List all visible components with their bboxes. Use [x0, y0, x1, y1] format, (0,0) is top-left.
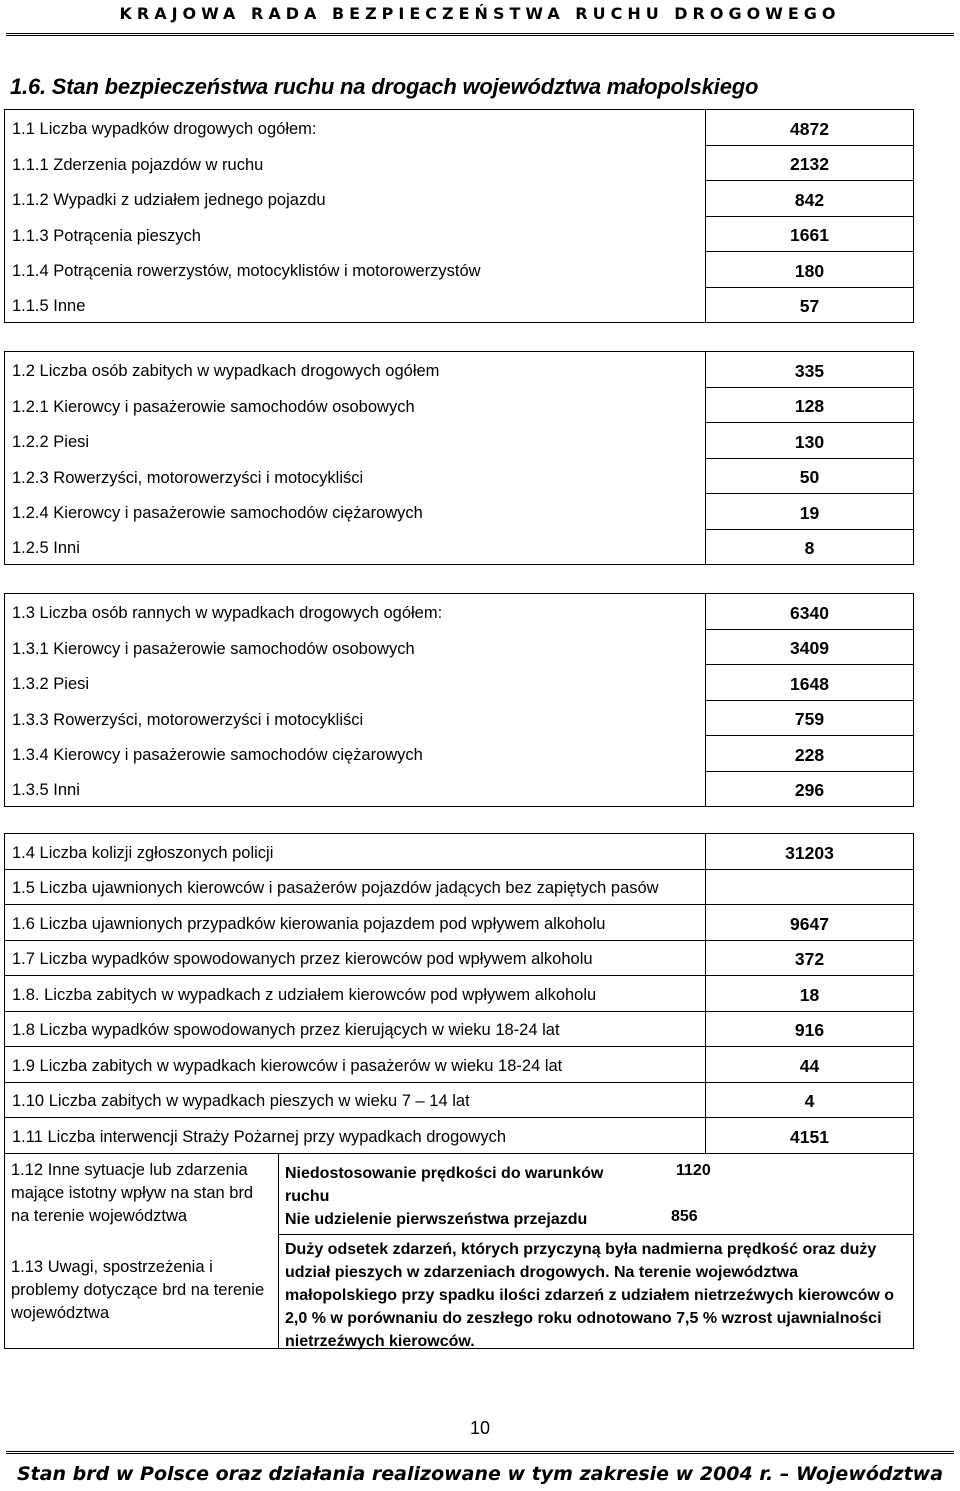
row-value: 128: [794, 396, 825, 416]
row-value-cell: [706, 629, 914, 665]
row-label: 1.6 Liczba ujawnionych przypadków kierowania pojazdem pod wpływem alkoholu: [12, 914, 606, 933]
row-value-cell: [706, 458, 914, 494]
table-row: [5, 352, 914, 388]
row-value-cell: [706, 905, 914, 941]
row-value: 842: [794, 189, 825, 210]
row-label: 1.3.5 Inni: [12, 781, 80, 799]
row-value: 6340: [790, 602, 829, 623]
row-label: 1.1 Liczba wypadków drogowych ogółem:: [12, 120, 317, 138]
row-value: 372: [794, 949, 825, 969]
row-value: 130: [794, 431, 825, 452]
table-row: [5, 216, 914, 252]
table-row: [5, 252, 914, 288]
row-value-cell: [706, 869, 914, 905]
row-label-cell: [5, 700, 706, 736]
row-value-cell: [706, 771, 914, 807]
row-label: 1.3.3 Rowerzyści, motorowerzyści i motocykliści: [12, 710, 364, 729]
row-value: 19: [799, 502, 820, 523]
row-label: 1.3.1 Kierowcy i pasażerowie samochodów osobowych: [12, 639, 415, 658]
table-row: [5, 529, 914, 565]
row-value: 180: [794, 260, 825, 281]
row-value: 50: [799, 467, 820, 487]
row-label: 1.9 Liczba zabitych w wypadkach kierowców i pasażerów w wieku 18-24 lat: [12, 1056, 563, 1075]
row-label-cell: [5, 629, 706, 665]
row-label-cell: [5, 252, 706, 288]
table-row: [5, 1047, 914, 1083]
table-row: [5, 458, 914, 494]
table-row: [5, 665, 914, 701]
answer-1-13: Duży odsetek zdarzeń, których przyczyną była nadmierna prędkość oraz duży udział pieszych w zdarzeniach drogowych. Na terenie województwa małopolskiego przy spadku ilości zdarzeń z udziałem nietrzeźwych kierowców o 2,0 % w porównaniu do zeszłego roku odnotowano 7,5 % wzrost ujawnialności nietrzeźwych kierowców.: [285, 1241, 895, 1350]
table-row: [5, 423, 914, 459]
row-label-cell: [5, 869, 706, 905]
row-label-cell: [5, 665, 706, 701]
document-footer: Stan brd w Polsce oraz działania realizowane w tym zakresie w 2004 r. – Województwa: [16, 1463, 944, 1485]
table-row: [5, 771, 914, 807]
row-label: 1.2.5 Inni: [12, 539, 80, 557]
question-1-13: 1.13 Uwagi, spostrzeżenia i problemy dotyczące brd na terenie województwa: [11, 1258, 265, 1322]
row-label-cell: [5, 387, 706, 423]
answer-1-12: Niedostosowanie prędkości do warunków ruchu Nie udzielenie pierwszeństwa przejazdu: [285, 1165, 604, 1228]
row-value: 3409: [790, 638, 829, 658]
row-label-cell: [5, 1047, 706, 1083]
accidents-table: [4, 109, 914, 323]
footer-rule: [6, 1451, 954, 1456]
row-label-cell: [5, 352, 706, 388]
table-row: [5, 869, 914, 905]
row-label-cell: [5, 529, 706, 565]
row-value-cell: [706, 940, 914, 976]
row-label-cell: [5, 905, 706, 941]
row-value: 9647: [790, 913, 829, 934]
row-value: 31203: [785, 842, 834, 863]
table-row: [5, 976, 914, 1012]
remarks-table: [4, 1153, 914, 1349]
row-label-cell: [5, 145, 706, 181]
row-value: 4872: [790, 118, 829, 139]
row-label-cell: [5, 1082, 706, 1118]
row-value: 335: [794, 360, 825, 381]
answer-1-12-count-speed: 1120: [676, 1162, 711, 1179]
question-1-12: 1.12 Inne sytuacje lub zdarzenia mające istotny wpływ na stan brd na terenie województwa: [11, 1161, 254, 1225]
row-label: 1.8 Liczba wypadków spowodowanych przez kierujących w wieku 18-24 lat: [12, 1021, 560, 1039]
row-label: 1.1.2 Wypadki z udziałem jednego pojazdu: [12, 191, 326, 209]
row-value-cell: [706, 665, 914, 701]
table-row: [5, 736, 914, 772]
row-value-cell: [706, 736, 914, 772]
row-value: 44: [799, 1055, 820, 1076]
table-row: [5, 387, 914, 423]
row-value-cell: [706, 529, 914, 565]
row-label: 1.7 Liczba wypadków spowodowanych przez kierowców pod wpływem alkoholu: [12, 950, 593, 968]
row-value: 1661: [790, 225, 829, 245]
row-label-cell: [5, 458, 706, 494]
row-value: 228: [794, 744, 825, 765]
row-label-cell: [5, 976, 706, 1012]
table-row: [5, 494, 914, 530]
row-label-cell: [5, 1011, 706, 1047]
row-label: 1.2 Liczba osób zabitych w wypadkach drogowych ogółem: [12, 362, 440, 380]
row-label-cell: [5, 494, 706, 530]
row-value-cell: [706, 594, 914, 630]
table-row: [5, 181, 914, 217]
row-label: 1.3.2 Piesi: [12, 675, 90, 693]
row-value: 916: [794, 1020, 825, 1040]
row-value: 1648: [790, 673, 829, 694]
table-row: [5, 940, 914, 976]
table-row: [5, 1118, 914, 1154]
row-label-cell: [5, 1118, 706, 1154]
row-value-cell: [706, 700, 914, 736]
row-value: 4151: [790, 1126, 829, 1147]
table-row: [5, 629, 914, 665]
table-row: [5, 594, 914, 630]
page-number: 10: [469, 1418, 491, 1438]
table-row: [5, 700, 914, 736]
table-row: [5, 145, 914, 181]
row-label-cell: [5, 940, 706, 976]
row-value-cell: [706, 494, 914, 530]
row-label: 1.2.4 Kierowcy i pasażerowie samochodów ciężarowych: [12, 504, 423, 522]
row-label: 1.8. Liczba zabitych w wypadkach z udziałem kierowców pod wpływem alkoholu: [12, 985, 597, 1004]
table-row: [5, 1082, 914, 1118]
row-label: 1.10 Liczba zabitych w wypadkach pieszych w wieku 7 – 14 lat: [12, 1092, 470, 1110]
table-row: [5, 110, 914, 146]
row-label: 1.3 Liczba osób rannych w wypadkach drogowych ogółem:: [12, 604, 443, 622]
row-label-cell: [5, 771, 706, 807]
row-label-cell: [5, 216, 706, 252]
row-label: 1.4 Liczba kolizji zgłoszonych policji: [12, 843, 274, 862]
table-row: [5, 834, 914, 870]
row-label-cell: [5, 736, 706, 772]
row-value-cell: [706, 1082, 914, 1118]
row-label-cell: [5, 181, 706, 217]
row-label: 1.1.5 Inne: [12, 297, 86, 315]
row-value: 759: [794, 709, 825, 729]
row-value-cell: [706, 145, 914, 181]
row-label: 1.1.1 Zderzenia pojazdów w ruchu: [12, 155, 264, 174]
row-value: 296: [794, 780, 825, 800]
row-value: 4: [804, 1091, 815, 1111]
row-label: 1.2.3 Rowerzyści, motorowerzyści i motocykliści: [12, 468, 364, 487]
row-value-cell: [706, 181, 914, 217]
injured-table: [4, 593, 914, 807]
other-stats-table: [4, 833, 914, 1154]
answer-1-12-count-priority: 856: [671, 1208, 698, 1225]
remarks-questions: [5, 1154, 279, 1348]
table-row: [5, 1011, 914, 1047]
row-label: 1.2.2 Piesi: [12, 433, 90, 451]
row-value: 8: [804, 538, 815, 558]
row-value-cell: [706, 834, 914, 870]
row-value: 57: [799, 296, 820, 316]
row-value-cell: [706, 1047, 914, 1083]
row-label: 1.1.3 Potrącenia pieszych: [12, 226, 201, 245]
section-title: 1.6. Stan bezpieczeństwa ruchu na drogach województwa małopolskiego: [10, 74, 759, 99]
row-label: 1.5 Liczba ujawnionych kierowców i pasażerów pojazdów jadących bez zapiętych pasów: [12, 879, 659, 897]
table-row: [5, 287, 914, 323]
row-value-cell: [706, 976, 914, 1012]
killed-table: [4, 351, 914, 565]
row-label: 1.1.4 Potrącenia rowerzystów, motocyklistów i motorowerzystów: [12, 262, 481, 280]
row-value-cell: [706, 1118, 914, 1154]
row-value: [706, 899, 913, 904]
row-value-cell: [706, 216, 914, 252]
document-header: KRAJOWA RADA BEZPIECZEŃSTWA RUCHU DROGOWEGO: [119, 4, 841, 23]
row-label-cell: [5, 423, 706, 459]
row-value-cell: [706, 423, 914, 459]
row-value-cell: [706, 1011, 914, 1047]
row-value: 18: [799, 984, 820, 1005]
table-row: [5, 905, 914, 941]
answer-divider: [278, 1234, 913, 1235]
row-label: 1.2.1 Kierowcy i pasażerowie samochodów osobowych: [12, 397, 415, 416]
row-value: 2132: [790, 154, 829, 174]
row-value-cell: [706, 287, 914, 323]
row-label-cell: [5, 110, 706, 146]
row-label: 1.3.4 Kierowcy i pasażerowie samochodów ciężarowych: [12, 746, 423, 764]
row-value-cell: [706, 352, 914, 388]
row-label-cell: [5, 287, 706, 323]
header-rule: [6, 33, 954, 38]
row-value-cell: [706, 387, 914, 423]
row-value-cell: [706, 252, 914, 288]
row-label-cell: [5, 834, 706, 870]
row-label-cell: [5, 594, 706, 630]
row-value-cell: [706, 110, 914, 146]
row-label: 1.11 Liczba interwencji Straży Pożarnej przy wypadkach drogowych: [12, 1127, 507, 1146]
